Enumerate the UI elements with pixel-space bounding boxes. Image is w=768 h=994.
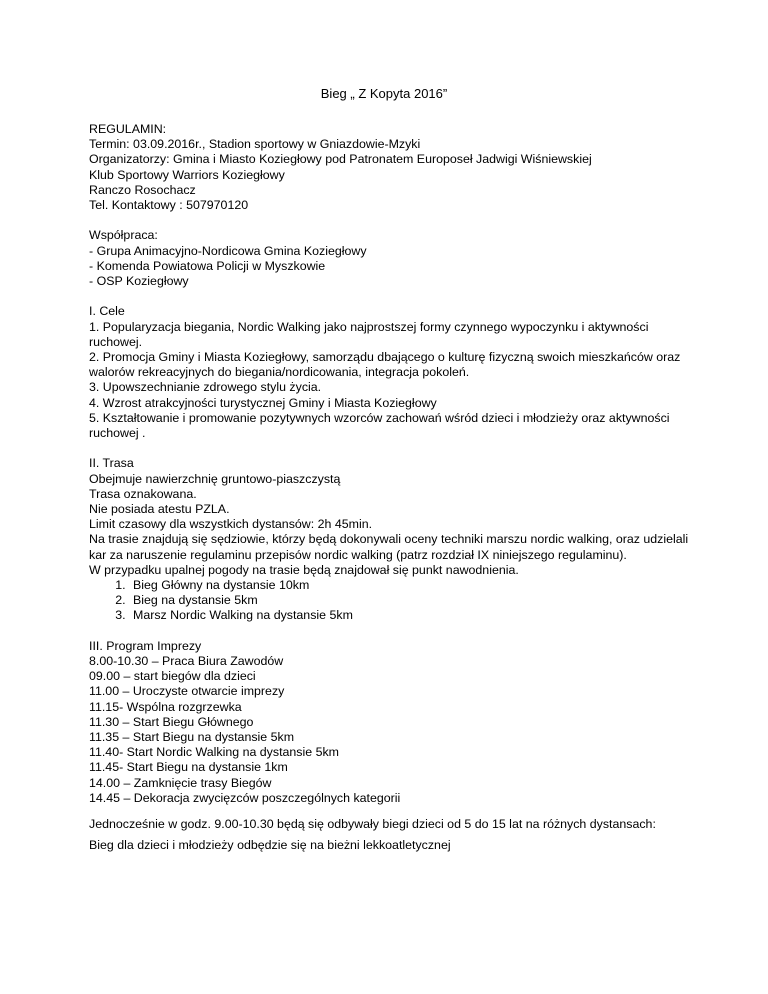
footer-line: Jednocześnie w godz. 9.00-10.30 będą się odbywały biegi dzieci od 5 do 15 lat na różnych dystansach: bbox=[89, 817, 656, 832]
regulamin-label: REGULAMIN: bbox=[89, 122, 167, 136]
cele-item: 3. Upowszechnianie zdrowego stylu życia. bbox=[89, 380, 322, 395]
program-item: 11.00 – Uroczyste otwarcie imprezy bbox=[89, 684, 285, 699]
document-body bbox=[89, 122, 689, 856]
organizatorzy-line: Organizatorzy: Gmina i Miasto Koziegłowy pod Patronatem Europoseł Jadwigi Wiśniewskiej bbox=[89, 152, 592, 167]
footer-notes bbox=[89, 814, 689, 856]
program-item: 14.45 – Dekoracja zwycięzców poszczególnych kategorii bbox=[89, 790, 401, 805]
cele-item: 1. Popularyzacja biegania, Nordic Walking jako najprostszej formy czynnego wypoczynku i aktywności ruchowej. bbox=[89, 319, 649, 349]
cele-item: 4. Wzrost atrakcyjności turystycznej Gminy i Miasta Koziegłowy bbox=[89, 395, 437, 410]
ranczo-line: Ranczo Rosochacz bbox=[89, 182, 196, 197]
termin-line: Termin: 03.09.2016r., Stadion sportowy w Gniazdowie-Mzyki bbox=[89, 137, 421, 152]
program-item: 8.00-10.30 – Praca Biura Zawodów bbox=[89, 654, 284, 669]
program-item: 09.00 – start biegów dla dzieci bbox=[89, 669, 256, 684]
program-item: 11.45- Start Biegu na dystansie 1km bbox=[89, 760, 288, 775]
trasa-list-item: 1. Bieg Główny na dystansie 10km bbox=[129, 578, 689, 593]
program-item: 11.40- Start Nordic Walking na dystansie 5km bbox=[89, 745, 339, 760]
tel-line: Tel. Kontaktowy : 507970120 bbox=[89, 198, 249, 213]
wspolpraca-item: - Komenda Powiatowa Policji w Myszkowie bbox=[89, 258, 326, 273]
trasa-list bbox=[89, 578, 689, 624]
program-item: 11.35 – Start Biegu na dystansie 5km bbox=[89, 730, 295, 745]
trasa-heading: II. Trasa bbox=[89, 456, 134, 471]
trasa-line: Trasa oznakowana. bbox=[89, 486, 197, 501]
trasa-line: Nie posiada atestu PZLA. bbox=[89, 502, 230, 517]
document-title: Bieg „ Z Kopyta 2016” bbox=[320, 86, 448, 101]
cele-item: 2. Promocja Gminy i Miasta Koziegłowy, samorządu dbającego o kulturę fizyczną swoich mieszkańców oraz walorów rekreacyjnych do biegania/nordicowania, integracja pokoleń. bbox=[89, 350, 681, 380]
program-item: 11.15- Wspólna rozgrzewka bbox=[89, 699, 242, 714]
trasa-list-item: 3. Marsz Nordic Walking na dystansie 5km bbox=[129, 608, 689, 623]
trasa-list-item: 2. Bieg na dystansie 5km bbox=[129, 593, 689, 608]
program-item: 14.00 – Zamknięcie trasy Biegów bbox=[89, 775, 272, 790]
cele-heading: I. Cele bbox=[89, 304, 125, 319]
program-item: 11.30 – Start Biegu Głównego bbox=[89, 714, 254, 729]
wspolpraca-item: - OSP Koziegłowy bbox=[89, 274, 189, 289]
wspolpraca-item: - Grupa Animacyjno-Nordicowa Gmina Koziegłowy bbox=[89, 243, 367, 258]
trasa-line: W przypadku upalnej pogody na trasie będą znajdował się punkt nawodnienia. bbox=[89, 562, 519, 577]
cele-item: 5. Kształtowanie i promowanie pozytywnych wzorców zachowań wśród dzieci i młodzieży oraz aktywności ruchowej . bbox=[89, 410, 670, 441]
trasa-line: Limit czasowy dla wszystkich dystansów: 2h 45min. bbox=[89, 517, 373, 532]
program-heading: III. Program Imprezy bbox=[89, 638, 202, 653]
trasa-line: Obejmuje nawierzchnię gruntowo-piaszczystą bbox=[89, 471, 341, 486]
trasa-line: Na trasie znajdują się sędziowie, którzy będą dokonywali oceny techniki marszu nordic walking, oraz udzielali kar za naruszenie regulaminu przepisów nordic walking (patrz rozdział IX niniejszego regulaminu). bbox=[89, 532, 689, 562]
wspolpraca-heading: Współpraca: bbox=[89, 228, 158, 243]
footer-line: Bieg dla dzieci i młodzieży odbędzie się na bieżni lekkoatletycznej bbox=[89, 838, 451, 853]
klub-line: Klub Sportowy Warriors Koziegłowy bbox=[89, 167, 285, 182]
